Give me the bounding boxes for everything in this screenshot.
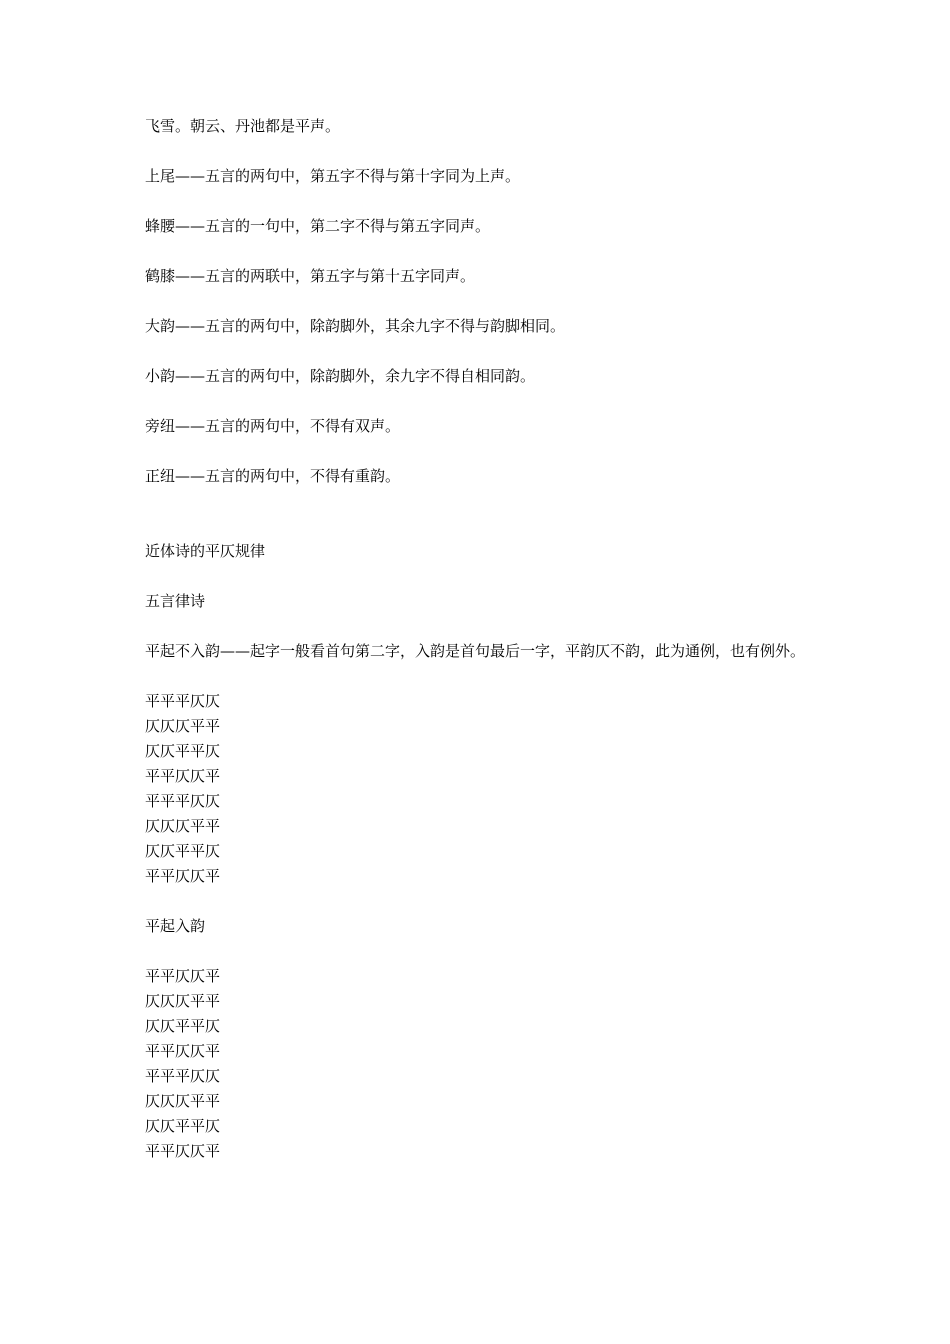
pattern1-description: 平起不入韵——起字一般看首句第二字，入韵是首句最后一字，平韵仄不韵，此为通例，也有例外。 <box>145 642 806 660</box>
poem-line: 平平仄仄平 <box>145 867 221 885</box>
poem-line: 仄仄仄平平 <box>145 1092 221 1110</box>
section-title: 近体诗的平仄规律 <box>145 542 266 560</box>
poem-line: 平平仄仄平 <box>145 767 221 785</box>
subsection-title: 五言律诗 <box>145 592 206 610</box>
poem-line: 仄仄平平仄 <box>145 1117 221 1135</box>
poem-line: 平平仄仄平 <box>145 967 221 985</box>
poem-line: 平平仄仄平 <box>145 1042 221 1060</box>
rule-hexi: 鹤膝——五言的两联中，第五字与第十五字同声。 <box>145 267 476 285</box>
document-page <box>145 114 815 1164</box>
poem-line: 平平平仄仄 <box>145 792 221 810</box>
rule-zhengniu: 正纽——五言的两句中，不得有重韵。 <box>145 467 401 485</box>
poem-line: 仄仄平平仄 <box>145 742 221 760</box>
rule-dayun: 大韵——五言的两句中，除韵脚外，其余九字不得与韵脚相同。 <box>145 317 566 335</box>
poem-line: 仄仄仄平平 <box>145 817 221 835</box>
poem-line: 平平平仄仄 <box>145 1067 221 1085</box>
poem-line: 平平平仄仄 <box>145 692 221 710</box>
intro-line: 飞雪。朝云、丹池都是平声。 <box>145 117 341 135</box>
poem-line: 仄仄仄平平 <box>145 717 221 735</box>
poem-line: 平平仄仄平 <box>145 1142 221 1160</box>
rule-fengyao: 蜂腰——五言的一句中，第二字不得与第五字同声。 <box>145 217 491 235</box>
rule-pangniu: 旁纽——五言的两句中，不得有双声。 <box>145 417 401 435</box>
pattern2-lines <box>145 964 815 1164</box>
poem-line: 仄仄平平仄 <box>145 842 221 860</box>
pattern1-lines <box>145 689 815 889</box>
rule-shangwei: 上尾——五言的两句中，第五字不得与第十字同为上声。 <box>145 167 521 185</box>
poem-line: 仄仄仄平平 <box>145 992 221 1010</box>
poem-line: 仄仄平平仄 <box>145 1017 221 1035</box>
rule-xiaoyun: 小韵——五言的两句中，除韵脚外，余九字不得自相同韵。 <box>145 367 536 385</box>
pattern2-title: 平起入韵 <box>145 917 206 935</box>
